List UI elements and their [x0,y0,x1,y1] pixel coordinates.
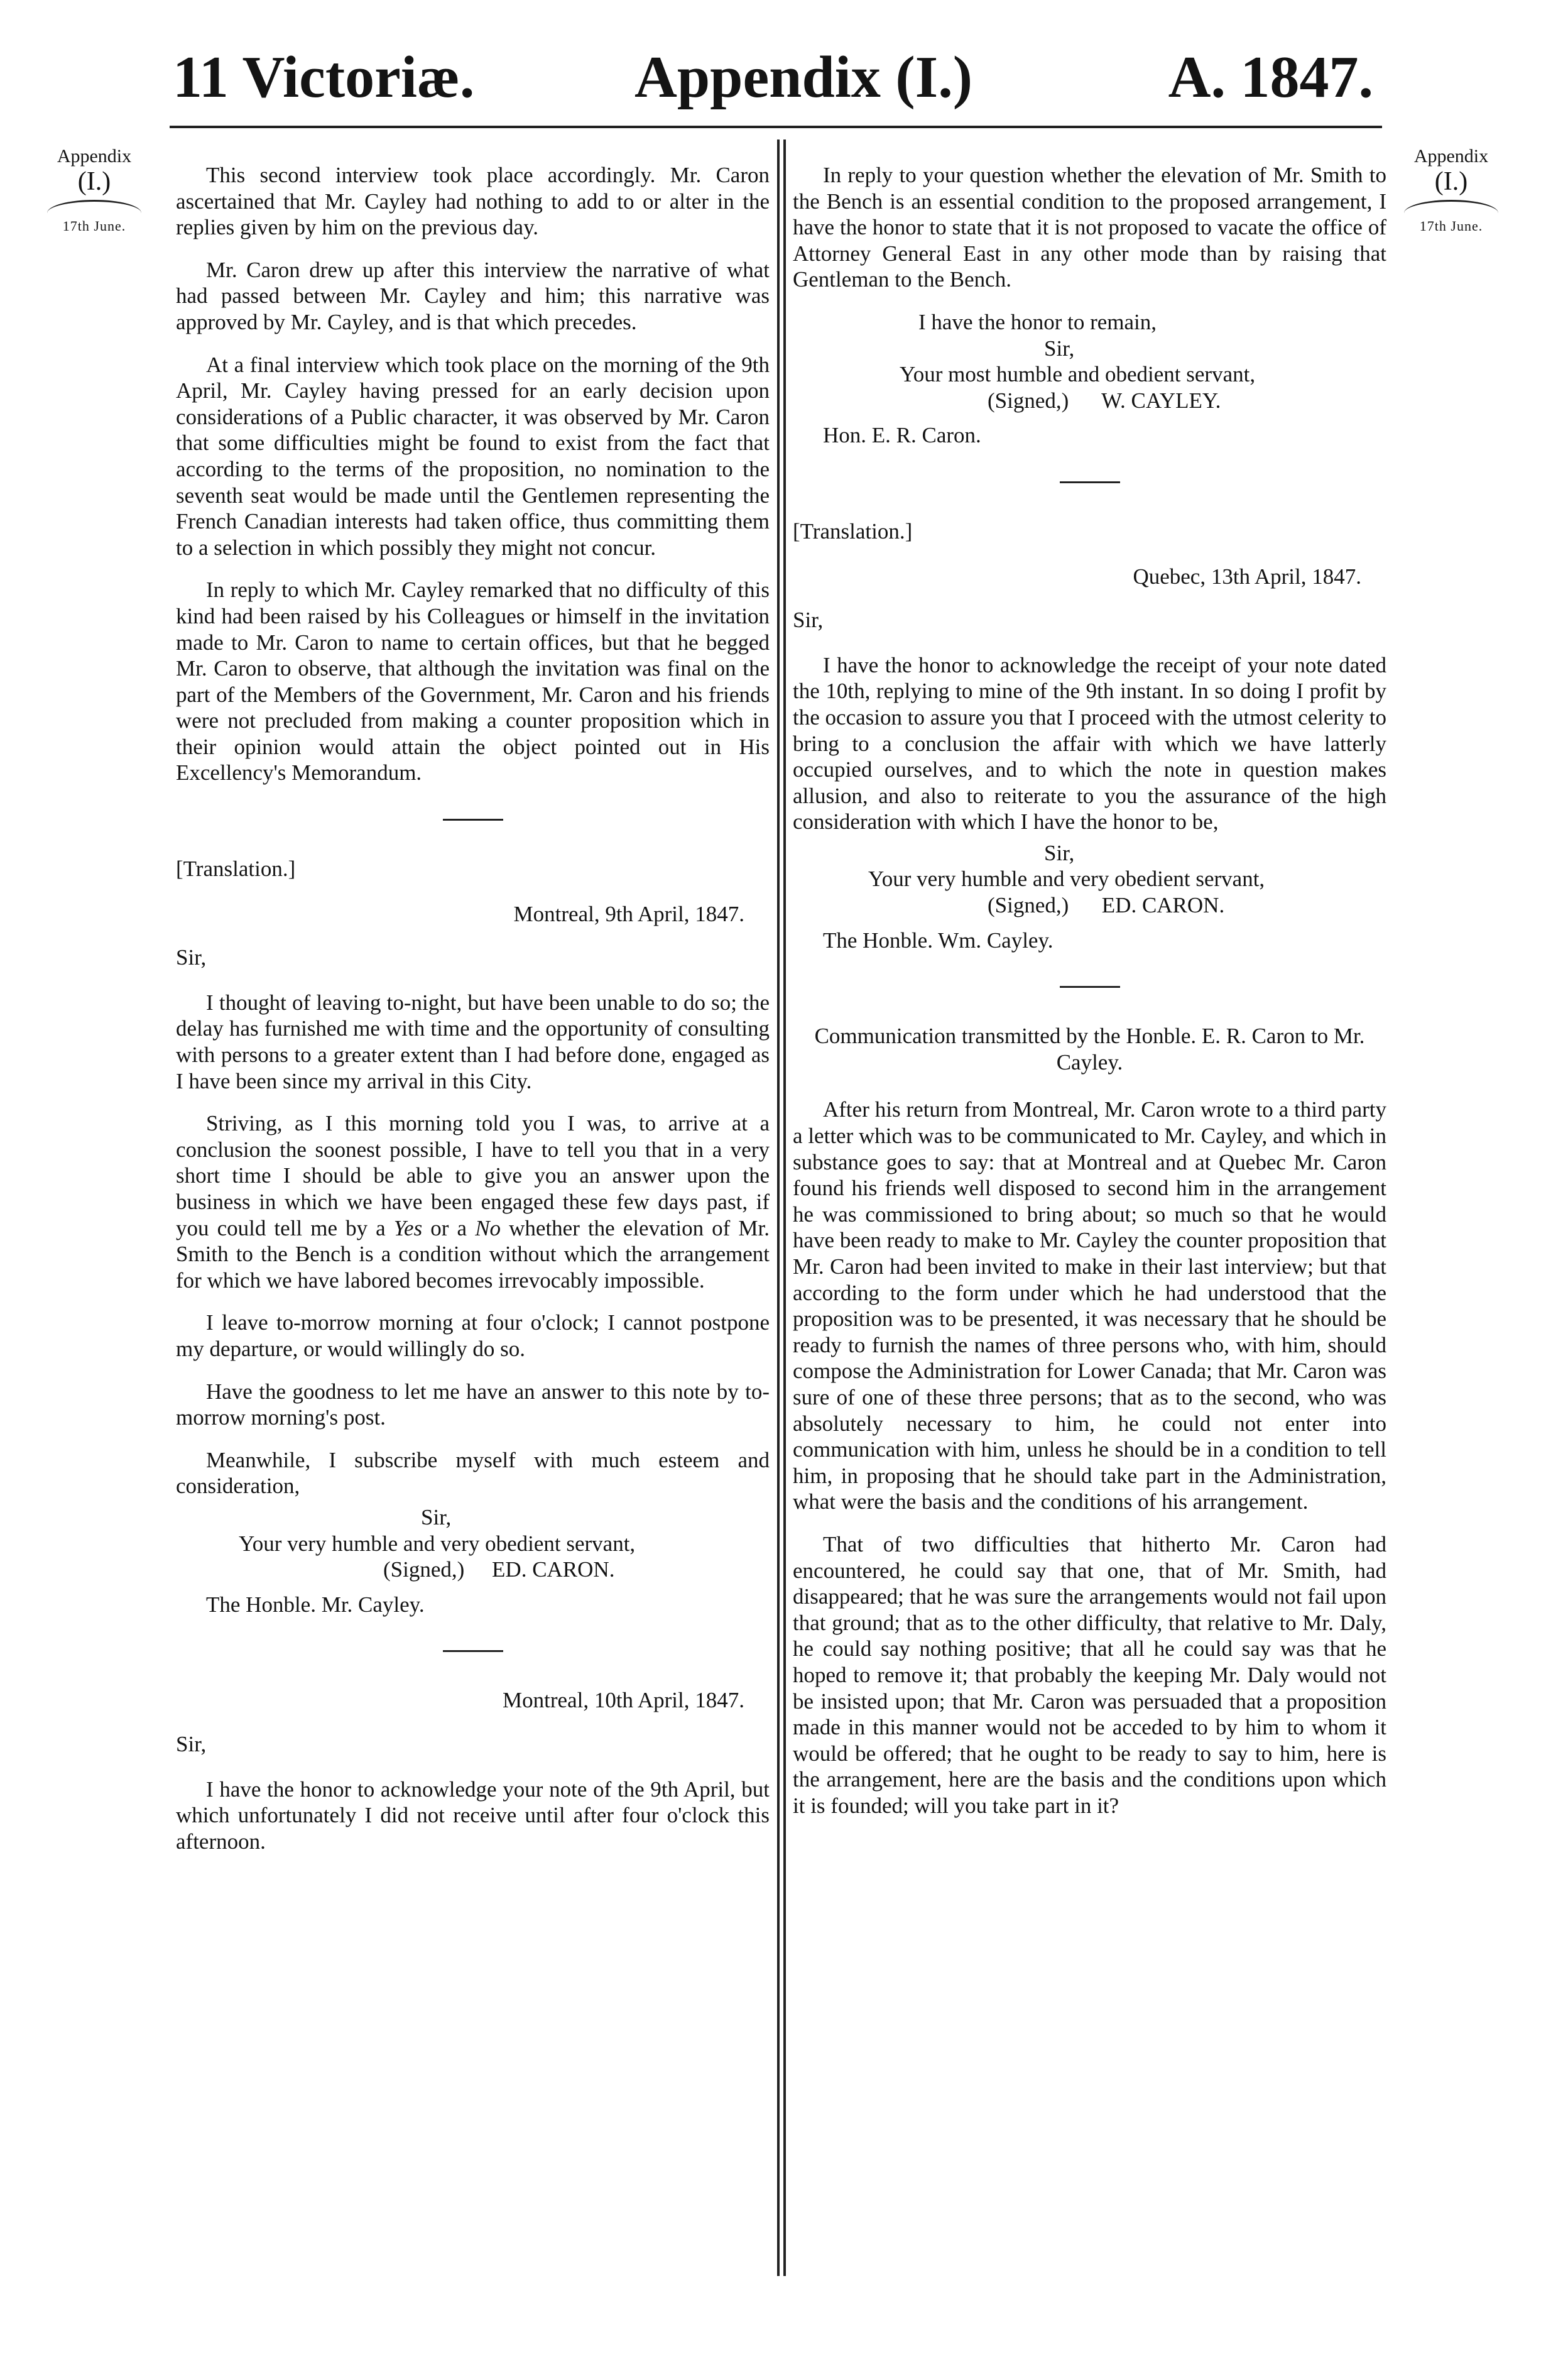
paragraph: In reply to which Mr. Cayley remarked that no difficulty of this kind had been raised by his Colleagues or himself in the invitation made to Mr. Caron to name to certain offices, but that he begged Mr. Caron to observe, that although the invitation was final on the part of the Members of the Government, Mr. Caron and his friends were not precluded from making a counter proposition which in their opinion would attain the object pointed out in His Excellency's Memorandum. [176,577,770,785]
signature-name: (Signed,) ED. CARON. [383,1557,615,1582]
margin-appendix-label: Appendix [57,146,132,167]
translation-note: [Translation.] [793,518,913,544]
session-label: 11 Victoriæ. [173,45,475,110]
paragraph: At a final interview which took place on the morning of the 9th April, Mr. Cayley having pressed for an early decision upon considerations of a Public character, it was observed by Mr. Caron that some difficulties might be found to exist from the fact that according to the terms of the proposition, no nomination to the seventh seat would be made until the Gentlemen representing the French Canadian interests had taken office, thus committing them to a selection in which possibly they might not concur. [176,352,770,560]
signature-closing: Your very humble and very obedient servant, [868,867,1265,892]
letter-place-date: Montreal, 10th April, 1847. [503,1688,744,1713]
margin-date: 17th June. [62,218,126,234]
signature-block [793,840,1386,919]
letter-place-date: Quebec, 13th April, 1847. [1133,564,1361,589]
section-separator [443,1650,503,1652]
signature-name: (Signed,) W. CAYLEY. [988,388,1221,413]
letter-place-date: Montreal, 9th April, 1847. [513,901,744,926]
signature-remain: I have the honor to remain, [918,309,1157,334]
margin-appendix-number: (I.) [77,167,111,196]
section-separator [1060,986,1120,988]
right-column [793,162,1386,1835]
section-separator [443,819,503,821]
signature-name: (Signed,) ED. CARON. [988,893,1225,918]
appendix-label: Appendix (I.) [634,45,973,110]
letter-salutation: Sir, [176,1731,207,1756]
margin-appendix-label: Appendix [1413,146,1489,167]
paragraph: Meanwhile, I subscribe myself with much esteem and consideration, [176,1447,770,1499]
text-run: or a [422,1215,476,1240]
letter-addressee: Hon. E. R. Caron. [823,423,981,448]
signature-block [176,1504,770,1583]
letter-addressee: The Honble. Mr. Cayley. [206,1592,425,1617]
margin-date: 17th June. [1419,218,1483,234]
paragraph: That of two difficulties that hitherto Mr. Caron had encountered, he could say that one, that of Mr. Smith, had disappeared; that he was sure the arrangements would not fail upon that ground; that as to the other difficulty, that relative to Mr. Daly, he could say nothing positive; that all he could say was that he hoped to remove it; that probably the keeping Mr. Daly would not be insisted upon; that Mr. Caron was persuaded that a proposition made in this manner would not be acceded to by him to whom it would be offered; that he ought to be ready to say to him, here is the arrangement, here are the basis and the conditions upon which it is founded; will you take part in it? [793,1531,1386,1818]
letter-addressee: The Honble. Wm. Cayley. [823,928,1054,953]
margin-note-right [1388,146,1514,237]
yes-word: Yes [393,1215,423,1240]
paragraph: In reply to your question whether the elevation of Mr. Smith to the Bench is an essential condition to the proposed arrangement, I have the honor to state that it is not proposed to vacate the office of Attorney General East in any other mode than by raising that Gentleman to the Bench. [793,163,1386,292]
communication-caption: Communication transmitted by the Honble. E. R. Caron to Mr. Cayley. [814,1024,1365,1075]
left-column [176,162,770,1871]
signature-sir: Sir, [421,1504,452,1529]
signature-closing: Your very humble and very obedient servant, [239,1531,636,1556]
no-word: No [475,1215,501,1240]
paragraph: Mr. Caron drew up after this interview the narrative of what had passed between Mr. Cayley and him; this narrative was approved by Mr. Cayley, and is that which precedes. [176,257,770,334]
paragraph: I thought of leaving to-night, but have been unable to do so; the delay has furnished me with time and the opportunity of consulting with persons to a greater extent than I had before done, engaged as I have been since my arrival in this City. [176,990,770,1093]
letter-salutation: Sir, [176,945,207,970]
text-run: Striving, as I this morning told you I was, to arrive at a conclusion the soonest possible, I have to tell you that in a very short time I should be able to give you an answer upon the business in which we have been engaged these few days past, if you could tell me by a [176,1111,770,1240]
margin-brace [47,200,141,213]
running-header [0,43,1568,118]
section-separator [1060,481,1120,483]
margin-note-left [38,146,151,237]
translation-note: [Translation.] [176,856,296,882]
signature-closing: Your most humble and obedient servant, [900,362,1256,387]
paragraph: I have the honor to acknowledge your note of the 9th April, but which unfortunately I did not receive until after four o'clock this afternoon. [176,1776,770,1854]
paragraph: I leave to-morrow morning at four o'clock; I cannot postpone my departure, or would willingly do so. [176,1310,770,1361]
column-divider [777,140,786,2276]
signature-sir: Sir, [1044,336,1075,361]
letter-salutation: Sir, [793,608,824,633]
signature-block [793,309,1386,413]
text-run: whether the elevation of Mr. Smith to the Bench is a condition without which the arrangement for which we have labored becomes irrevocably impossible. [176,1215,770,1293]
paragraph: After his return from Montreal, Mr. Caron wrote to a third party a letter which was to be communicated to Mr. Cayley, and which in substance goes to say: that at Montreal and at Quebec Mr. Caron found his friends well disposed to second him in the arrangement he was commissioned to bring about; so much so that he would have been ready to make to Mr. Cayley the counter proposition that Mr. Caron had been invited to make in their last interview; but that according to the form under which he had understood that the proposition was to be presented, it was necessary that he should be ready to furnish the names of three persons who, with him, should compose the Administration for Lower Canada; that Mr. Caron was sure of one of these three persons; that as to the second, who was absolutely necessary to him, he could not enter into communication with him, unless he should be in a condition to tell him, in proposing that he should take part in the Administration, what were the basis and the conditions of his arrangement. [793,1097,1386,1514]
paragraph [176,1110,770,1293]
margin-appendix-number: (I.) [1434,167,1468,196]
header-rule [170,126,1382,128]
signature-sir: Sir, [1044,840,1075,865]
paragraph: I have the honor to acknowledge the receipt of your note dated the 10th, replying to mine of the 9th instant. In so doing I profit by the occasion to assure you that I proceed with the utmost celerity to bring to a conclusion the affair with which we have latterly occupied ourselves, and to which the note in question makes allusion, and also to reiterate to you the assurance of the high consideration with which I have the honor to be, [793,652,1386,835]
paragraph: This second interview took place accordingly. Mr. Caron ascertained that Mr. Cayley had nothing to add to or alter in the replies given by him on the previous day. [176,163,770,240]
margin-brace [1404,200,1498,213]
paragraph: Have the goodness to let me have an answer to this note by to-morrow morning's post. [176,1379,770,1430]
year-label: A. 1847. [1168,45,1373,110]
